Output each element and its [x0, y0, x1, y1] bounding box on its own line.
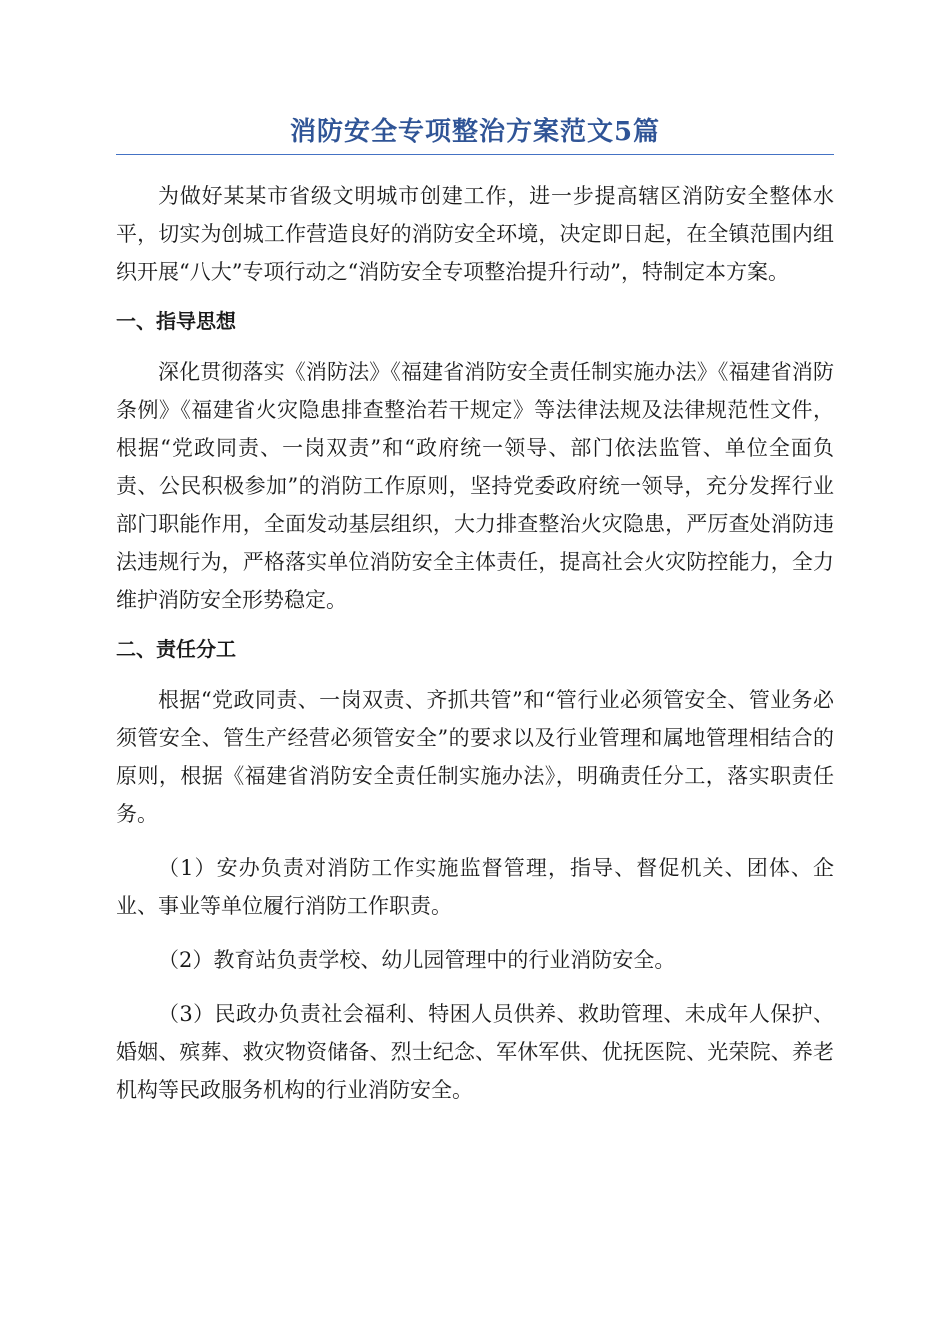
- section-2-paragraph-1: 根据“党政同责、一岗双责、齐抓共管”和“管行业必须管安全、管业务必须管安全、管生产经营必须管安全”的要求以及行业管理和属地管理相结合的原则，根据《福建省消防安全责任制实施办法》，明确责任分工，落实职责任务。: [116, 688, 834, 826]
- section-2-item-3: （3）民政办负责社会福利、特困人员供养、救助管理、未成年人保护、婚姻、殡葬、救灾物资储备、烈士纪念、军休军供、优抚医院、光荣院、养老机构等民政服务机构的行业消防安全。: [116, 1002, 834, 1102]
- section-2-item-1: （1）安办负责对消防工作实施监督管理，指导、督促机关、团体、企业、事业等单位履行消防工作职责。: [116, 856, 834, 918]
- section-1-paragraph: 深化贯彻落实《消防法》《福建省消防安全责任制实施办法》《福建省消防条例》《福建省火灾隐患排查整治若干规定》等法律法规及法律规范性文件，根据“党政同责、一岗双责”和“政府统一领导、部门依法监管、单位全面负责、公民积极参加”的消防工作原则，坚持党委政府统一领导，充分发挥行业部门职能作用，全面发动基层组织，大力排查整治火灾隐患，严厉查处消防违法违规行为，严格落实单位消防安全主体责任，提高社会火灾防控能力，全力维护消防安全形势稳定。: [116, 360, 834, 612]
- document-title: 消防安全专项整治方案范文5篇: [289, 117, 661, 147]
- title-underline: [116, 154, 834, 155]
- document-page: [116, 112, 834, 1109]
- section-heading-guiding-ideology: 一、指导思想: [116, 309, 236, 333]
- intro-paragraph: 为做好某某市省级文明城市创建工作，进一步提高辖区消防安全整体水平，切实为创城工作营造良好的消防安全环境，决定即日起，在全镇范围内组织开展“八大”专项行动之“消防安全专项整治提升行动”，特制定本方案。: [116, 184, 834, 284]
- section-2-item-2: （2）教育站负责学校、幼儿园管理中的行业消防安全。: [158, 948, 676, 972]
- section-heading-responsibility: 二、责任分工: [116, 637, 236, 661]
